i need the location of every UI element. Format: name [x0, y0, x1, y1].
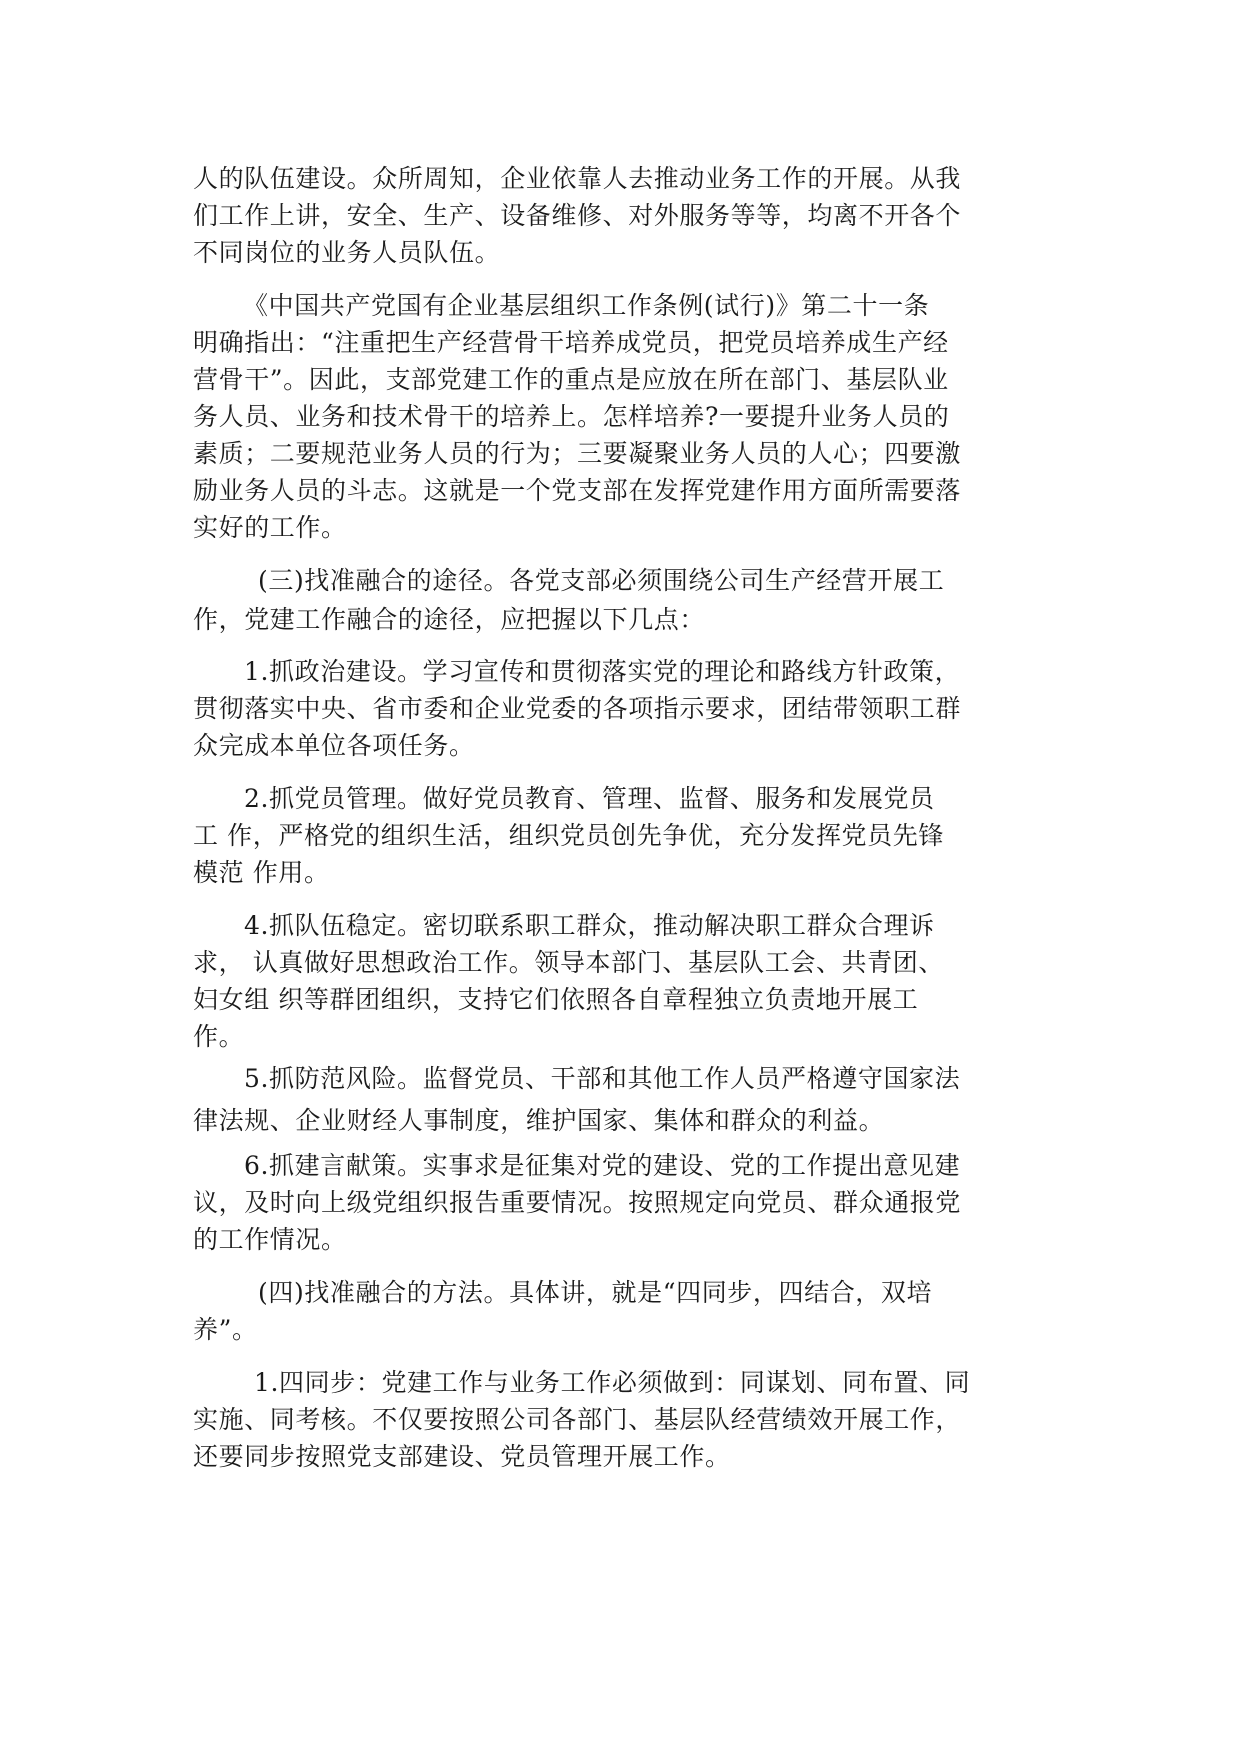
text-line: 还要同步按照党支部建设、党员管理开展工作。: [193, 1442, 731, 1471]
text-line: 工 作，严格党的组织生活，组织党员创先争优，充分发挥党员先锋: [193, 821, 944, 850]
text-line: 模范 作用。: [193, 858, 330, 887]
text-line: 养”。: [193, 1315, 258, 1344]
text-line: 2.抓党员管理。做好党员教育、管理、监督、服务和发展党员: [244, 784, 935, 813]
text-line: 律法规、企业财经人事制度，维护国家、集体和群众的利益。: [193, 1106, 885, 1135]
text-line: 实好的工作。: [193, 513, 347, 542]
text-line: 不同岗位的业务人员队伍。: [193, 238, 501, 267]
text-line: 妇女组 织等群团组织，支持它们依照各自章程独立负责地开展工: [193, 985, 919, 1014]
text-line: (四)找准融合的方法。具体讲，就是“四同步，四结合，双培: [258, 1278, 933, 1307]
text-line: 1.四同步：党建工作与业务工作必须做到：同谋划、同布置、同: [254, 1368, 971, 1397]
text-line: 议，及时向上级党组织报告重要情况。按照规定向党员、群众通报党: [193, 1188, 962, 1217]
text-line: 众完成本单位各项任务。: [193, 731, 475, 760]
text-line: 《中国共产党国有企业基层组织工作条例(试行)》第二十一条: [243, 291, 930, 320]
text-line: 们工作上讲，安全、生产、设备维修、对外服务等等，均离不开各个: [193, 201, 962, 230]
text-line: 1.抓政治建设。学习宣传和贯彻落实党的理论和路线方针政策，: [244, 657, 961, 686]
text-line: (三)找准融合的途径。各党支部必须围绕公司生产经营开展工: [258, 566, 945, 595]
text-line: 的工作情况。: [193, 1225, 347, 1254]
text-line: 营骨干”。因此，支部党建工作的重点是应放在所在部门、基层队业: [193, 365, 949, 394]
text-line: 明确指出：“注重把生产经营骨干培养成党员，把党员培养成生产经: [193, 328, 949, 357]
text-line: 励业务人员的斗志。这就是一个党支部在发挥党建作用方面所需要落: [193, 476, 962, 505]
text-line: 4.抓队伍稳定。密切联系职工群众，推动解决职工群众合理诉: [244, 911, 935, 940]
text-line: 作。: [193, 1022, 245, 1051]
text-line: 5.抓防范风险。监督党员、干部和其他工作人员严格遵守国家法: [244, 1064, 961, 1093]
text-line: 作，党建工作融合的途径，应把握以下几点：: [193, 605, 706, 634]
text-line: 务人员、业务和技术骨干的培养上。怎样培养?一要提升业务人员的: [193, 402, 950, 431]
text-line: 人的队伍建设。众所周知，企业依靠人去推动业务工作的开展。从我: [193, 164, 962, 193]
text-line: 素质；二要规范业务人员的行为；三要凝聚业务人员的人心；四要激: [193, 439, 962, 468]
text-line: 求， 认真做好思想政治工作。领导本部门、基层队工会、共青团、: [193, 948, 944, 977]
text-line: 实施、同考核。不仅要按照公司各部门、基层队经营绩效开展工作，: [193, 1405, 962, 1434]
text-line: 贯彻落实中央、省市委和企业党委的各项指示要求，团结带领职工群: [193, 694, 962, 723]
text-line: 6.抓建言献策。实事求是征集对党的建设、党的工作提出意见建: [244, 1151, 961, 1180]
